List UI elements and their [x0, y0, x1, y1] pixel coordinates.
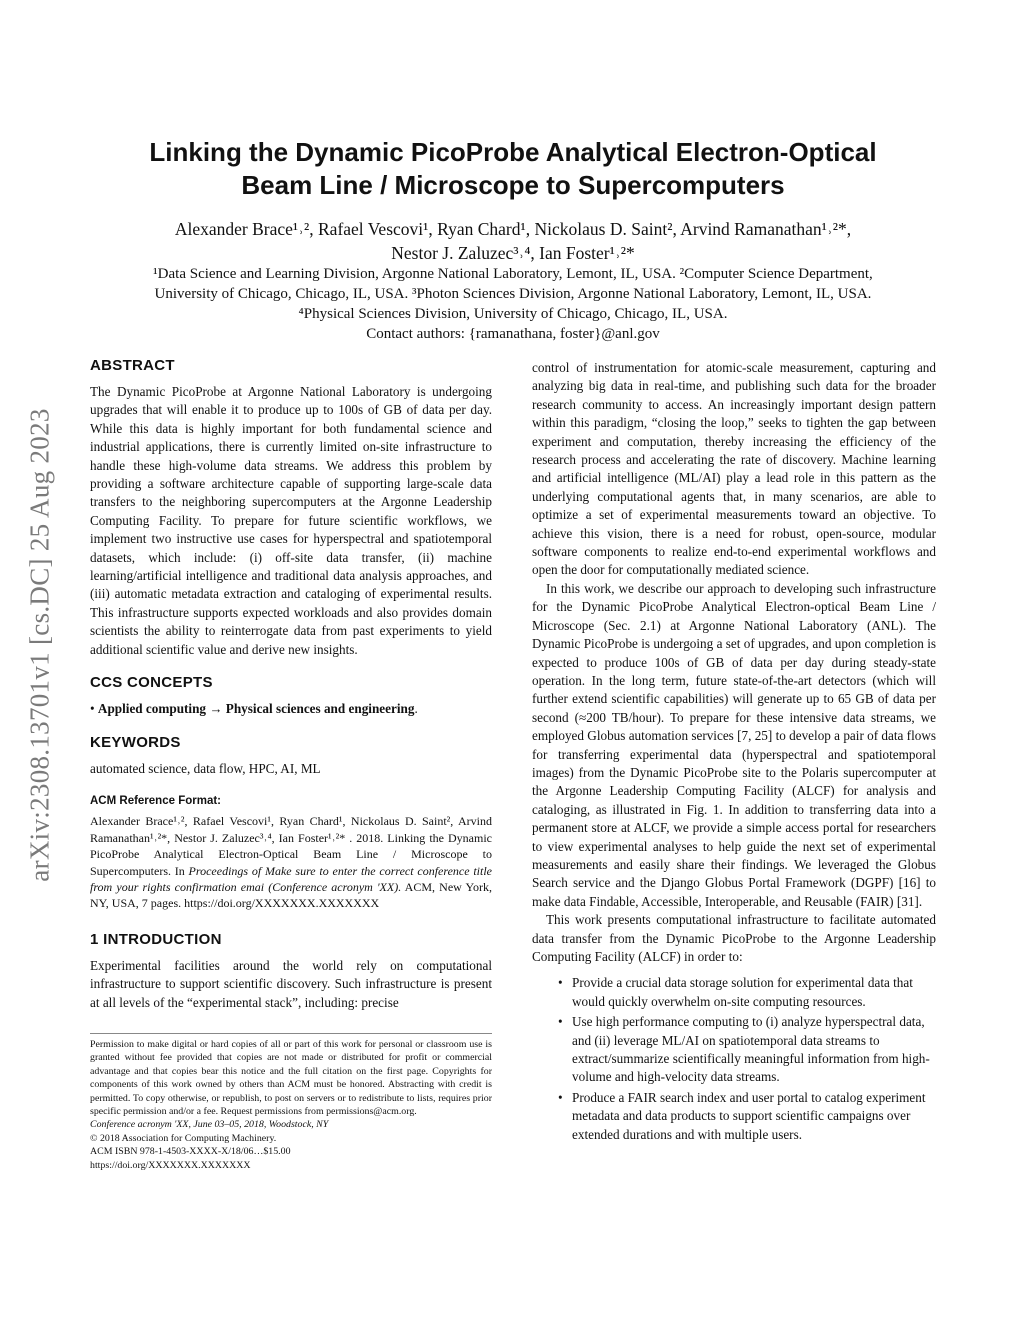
introduction-heading: 1 INTRODUCTION — [90, 930, 222, 948]
author-list — [90, 217, 936, 265]
acm-reference-text — [90, 813, 492, 911]
isbn-line: ACM ISBN 978-1-4503-XXXX-X/18/06…$15.00 — [90, 1146, 291, 1158]
authors-line-1: Alexander Brace¹˒², Rafael Vescovi¹, Ryan Chard¹, Nickolaus D. Saint², Arvind Ramanathan¹˒²*, — [174, 219, 852, 239]
list-item: • Provide a crucial data storage solution for experimental data that would quickly overwhelm on-site computing resources. — [532, 974, 936, 1011]
intro-paragraph-3: This work presents computational infrastructure to facilitate automated data transfer from the Dynamic PicoProbe to the Argonne Leadership Computing Facility (ALCF) in order to: — [532, 912, 936, 964]
arxiv-sidebar — [18, 345, 62, 945]
affiliation-line-2: University of Chicago, Chicago, IL, USA. ³Photon Sciences Division, Argonne National Laboratory, Lemont, IL, USA. — [154, 286, 872, 302]
ccs-item-applied: Applied computing — [97, 701, 207, 717]
ccs-concepts-section — [90, 673, 492, 718]
title-line-1: Linking the Dynamic PicoProbe Analytical Electron-Optical — [149, 137, 877, 167]
acm-reference-part-1: Alexander Brace¹˒², Rafael Vescovi¹, Ryan Chard¹, Nickolaus D. Saint², Arvind Ramanathan¹˒²*, Nestor J. Zaluzec³˒⁴, Ian Foster¹˒²* . 2018. Linking the Dynamic PicoProbe Analytical Electron-Optical Beam Line / Microscope to Supercomputers. In — [90, 814, 492, 878]
authors-line-2: Nestor J. Zaluzec³˒⁴, Ian Foster¹˒²* — [391, 243, 635, 263]
copyright-line: © 2018 Association for Computing Machinery. — [90, 1132, 277, 1144]
doi-line: https://doi.org/XXXXXXX.XXXXXXX — [90, 1159, 251, 1171]
ccs-period: . — [414, 701, 418, 717]
keywords-text: automated science, data flow, HPC, AI, ML — [90, 760, 321, 776]
keywords-heading: KEYWORDS — [90, 733, 181, 751]
ccs-arrow: → — [209, 701, 223, 717]
permission-text: Permission to make digital or hard copies of all or part of this work for personal or classroom use is granted without fee provided that copies are not made or distributed for profit or commercial advantage and that copies bear this notice and the full citation on the first page. Copyrights for components of this work owned by others than ACM must be honored. Abstracting with credit is permitted. To copy otherwise, or republish, to post on servers or to redistribute to lists, requires prior specific permission and/or a fee. Request permissions from permissions@acm.org. — [90, 1039, 492, 1118]
introduction-section — [90, 930, 492, 1012]
contribution-list — [532, 974, 936, 1144]
ccs-bullet: • — [90, 701, 95, 717]
paper-title — [90, 136, 936, 202]
permission-footnote — [90, 1033, 492, 1172]
conference-text: Conference acronym 'XX, June 03–05, 2018, Woodstock, NY — [90, 1119, 329, 1131]
acm-reference-italic: Proceedings of Make sure to enter the correct conference title from your rights confirmation emai (Conference acronym 'XX). — [90, 863, 493, 894]
affiliation-line-1: ¹Data Science and Learning Division, Argonne National Laboratory, Lemont, IL, USA. ²Computer Science Department, — [153, 266, 873, 282]
affiliations — [90, 264, 936, 344]
ccs-heading: CCS CONCEPTS — [90, 674, 213, 692]
keywords-section — [90, 733, 492, 778]
intro-paragraph-2: In this work, we describe our approach to developing such infrastructure for the Dynamic PicoProbe Analytical Electron-optical Beam Line / Microscope (Sec. 2.1) at Argonne National Laboratory (ANL). The Dynamic PicoProbe is undergoing a set of upgrades, and upon completion is expected to produce 100s of GB of data per day during steady-state operation. In the long term, future state-of-the-art detectors (which will further extend scientific capabilities) will generate up to 65 GB of data per second (≈200 TB/hour). To prepare for these intensive data streams, we employed Globus automation services [7, 25] to develop a pair of data flows for transferring experimental data (hyperspectral and spatiotemporal images) from the Dynamic PicoProbe site to the Polaris supercomputer at the Argonne Leadership Computing Facility (ALCF) for analysis and cataloging, as illustrated in Fig. 1. In addition to transferring data into a permanent store at ALCF, we provide a simple access portal for researchers to view experimental analyses to help guide the next set of experimental measurements and easily share their findings. We leveraged the Globus Search service and the Django Globus Portal Framework (DGPF) [16] to make data Findable, Accessible, Interoperable, and Reusable (FAIR) [31]. — [532, 580, 936, 909]
right-column — [532, 359, 936, 1146]
introduction-left-text: Experimental facilities around the world rely on computational infrastructure to support scientific discovery. Such infrastructure is present at all levels of the “experimental stack”, including: precise — [90, 957, 492, 1010]
list-item: • Use high performance computing to (i) analyze hyperspectral data, and (ii) leverage ML/AI on spatiotemporal data streams to extract/summarize scientifically meaningful information from high-volume and high-velocity data streams. — [532, 1013, 936, 1087]
ccs-item-physical: Physical sciences and engineering — [225, 701, 415, 717]
acm-reference-heading: ACM Reference Format: — [90, 794, 221, 807]
list-item: • Produce a FAIR search index and user portal to catalog experiment metadata and data products to support scientific campaigns over extended durations and with multiple users. — [532, 1089, 936, 1144]
arxiv-identifier: arXiv:2308.13701v1 [cs.DC] 25 Aug 2023 — [24, 408, 55, 882]
title-line-2: Beam Line / Microscope to Supercomputers — [241, 170, 785, 200]
intro-paragraph-1: control of instrumentation for atomic-scale measurement, capturing and analyzing big data in real-time, and publishing such data for the broader research community to access. An increasingly important design pattern within this paradigm, “closing the loop,” seeks to tighten the gap between experiment and computation, thereby increasing the efficiency of the research process and accelerating the rate of discovery. Machine learning and artificial intelligence (ML/AI) play a lead role in this pattern as the underlying computational agents that, in many scenarios, are able to optimize a set of experimental measurements toward an objective. To achieve this vision, there is a need for robust, open-source, modular software components to realize end-to-end experimental workflows and open the door for computationally mediated science. — [532, 360, 936, 578]
abstract-text: The Dynamic PicoProbe at Argonne National Laboratory is undergoing upgrades that will enable it to produce up to 100s of GB of data per day. While this data is highly important for both fundamental science and industrial applications, there is currently limited on-site infrastructure to handle these high-volume data streams. We address this problem by providing a software architecture capable of supporting large-scale data transfers to the neighboring supercomputers at the Argonne Leadership Computing Facility. To prepare for future scientific workflows, we implement two instructive use cases for hyperspectral and spatiotemporal datasets, which include: (i) off-site data transfer, (ii) machine learning/artificial intelligence and traditional data analysis approaches, and (iii) automatic metadata extraction and cataloging of experimental results. This infrastructure supports expected workloads and also provides domain scientists the ability to reinterrogate data from past experiments to yield additional scientific value and derive new insights. — [90, 384, 492, 657]
abstract-section — [90, 356, 492, 659]
contact-authors: Contact authors: {ramanathana, foster}@anl.gov — [366, 326, 660, 342]
abstract-heading: ABSTRACT — [90, 357, 175, 374]
conference-line — [90, 1118, 492, 1131]
affiliation-line-3: ⁴Physical Sciences Division, University of Chicago, Chicago, IL, USA. — [298, 306, 728, 322]
ccs-concept-item — [90, 700, 492, 718]
left-column — [90, 356, 492, 1012]
acm-reference-part-2: ACM, New York, NY, USA, 7 pages. https://doi.org/XXXXXXX.XXXXXXX — [90, 879, 492, 911]
